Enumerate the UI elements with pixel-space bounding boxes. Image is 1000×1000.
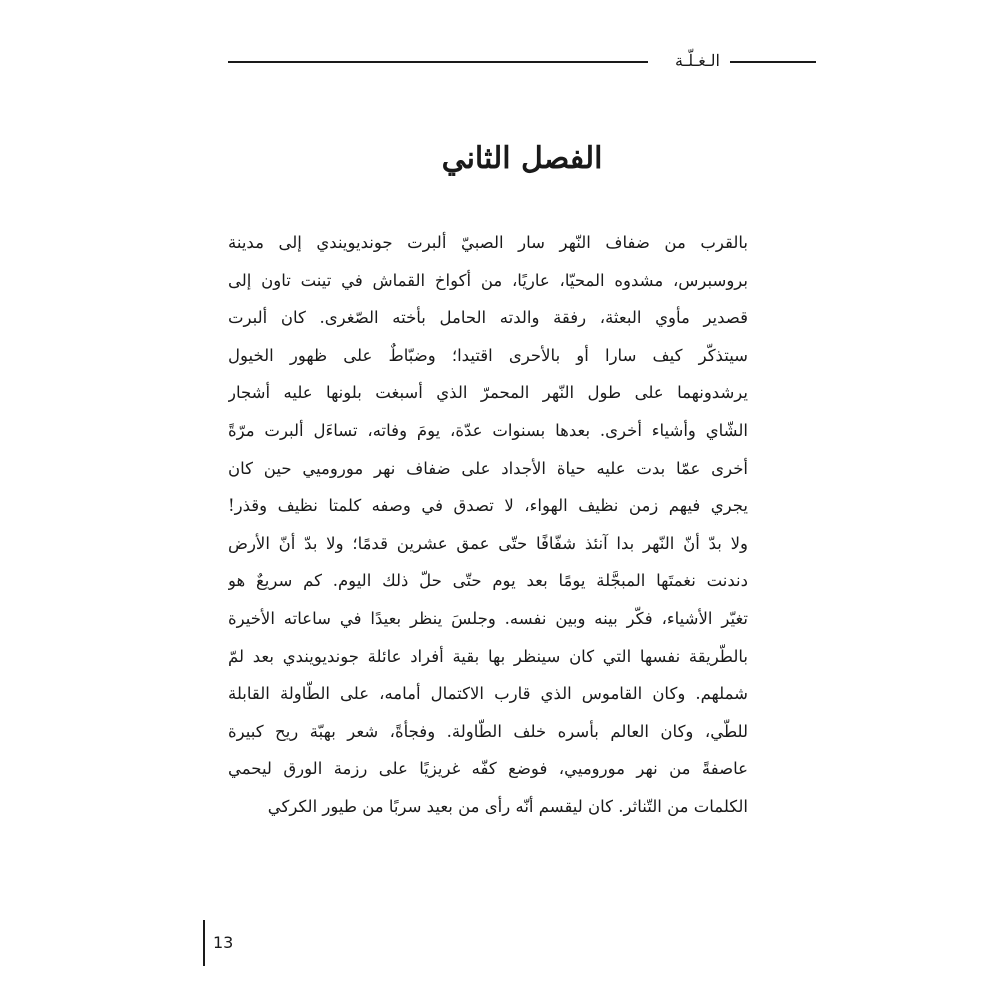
text-line: الشّاي وأشياء أخرى. بعدها بسنوات عدّة، يومَ وفاته، تساءَل ألبرت مرّةً (228, 420, 748, 440)
body-text (228, 224, 748, 826)
page-folio (203, 920, 243, 966)
text-line: يرشدونهما على طول النّهر المحمرّ الذي أسبغت بلونها عليه أشجار (228, 383, 748, 403)
text-line: للطّي، وكان العالم بأسره خلف الطّاولة. وفجأةً، شعر بهبّة ريح كبيرة (228, 721, 748, 741)
running-title: الـغـلّـة (675, 51, 720, 70)
text-line: سيتذكّر كيف سارا أو بالأحرى اقتيدا؛ وضبّاطٌ على ظهور الخيول (228, 345, 748, 365)
text-line: ولا بدّ أنّ النّهر بدا آنئذ شفّافًا حتّى عمق عشرين قدمًا؛ ولا بدّ أنّ الأرض (228, 533, 748, 553)
text-line: الكلمات من التّناثر. كان ليقسم أنّه رأى من بعيد سربًا من طيور الكركي (267, 796, 748, 816)
text-line: بروسبرس، مشدوه المحيّا، عاريًا، من أكواخ القماش في تينت تاون إلى (228, 270, 748, 290)
folio-rule (203, 920, 205, 966)
text-line: بالقرب من ضفاف النّهر سار الصبيّ ألبرت جونديويندي إلى مدينة (228, 233, 748, 252)
header-rule-right (730, 61, 816, 63)
page-number: 13 (213, 933, 234, 952)
text-line: قصدير مأوي البعثة، رفقة والدته الحامل بأخته الصّغرى. كان ألبرت (228, 308, 748, 328)
text-line: بالطّريقة نفسها التي كان سينظر بها بقية أفراد عائلة جونديويندي بعد لمّ (228, 646, 748, 666)
header-rule-left (228, 61, 648, 63)
text-line: تغيّر الأشياء، فكّر بينه وبين نفسه. وجلسَ ينظر بعيدًا في ساعاته الأخيرة (228, 608, 748, 628)
text-line: يجري فيهم زمن نظيف الهواء، لا تصدق في وصفه كلمتا نظيف وقذر! (228, 496, 748, 516)
text-line: عاصفةً من نهر موروميي، فوضع كفّه غريزيًا على رزمة الورق ليحمي (228, 759, 748, 779)
chapter-title: الفصل الثاني (441, 141, 603, 176)
running-header (228, 49, 816, 73)
text-line: دندنت نغمتَها المبجَّلة يومًا بعد يوم حتّى حلّ ذلك اليوم. كم سريعٌ هو (228, 571, 748, 591)
text-line: شملهم. وكان القاموس الذي قارب الاكتمال أمامه، على الطّاولة القابلة (228, 684, 748, 704)
text-line: أخرى عمّا بدت عليه حياة الأجداد على ضفاف نهر موروميي حين كان (228, 458, 748, 478)
